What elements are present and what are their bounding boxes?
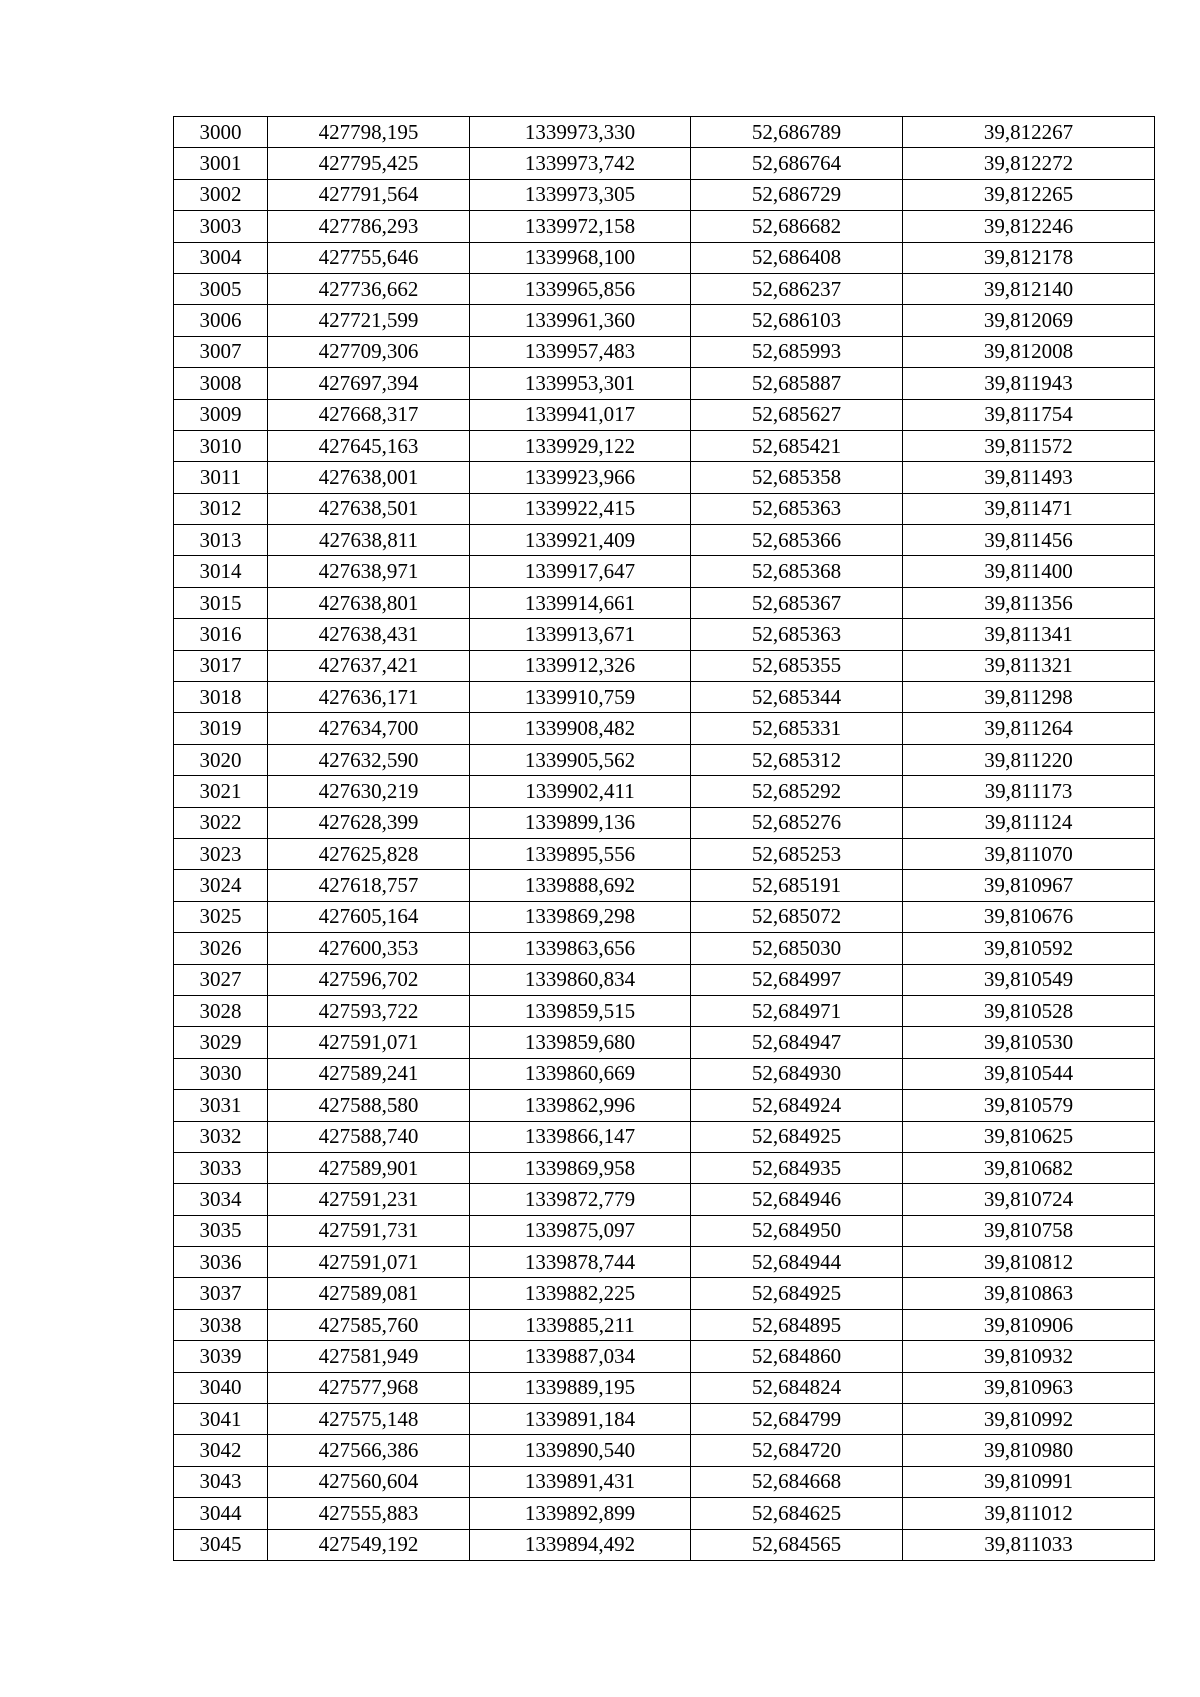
latitude-cell: 52,686103 bbox=[691, 305, 903, 336]
longitude-cell: 39,812008 bbox=[903, 336, 1155, 367]
y-coordinate-cell: 1339891,431 bbox=[470, 1466, 691, 1497]
coordinates-table-body bbox=[174, 117, 1155, 1561]
latitude-cell: 52,686682 bbox=[691, 211, 903, 242]
latitude-cell: 52,686764 bbox=[691, 148, 903, 179]
longitude-cell: 39,811321 bbox=[903, 650, 1155, 681]
y-coordinate-cell: 1339929,122 bbox=[470, 430, 691, 461]
table-row bbox=[174, 1372, 1155, 1403]
x-coordinate-cell: 427591,071 bbox=[268, 1247, 470, 1278]
y-coordinate-cell: 1339922,415 bbox=[470, 493, 691, 524]
point-number-cell: 3030 bbox=[174, 1058, 268, 1089]
latitude-cell: 52,684824 bbox=[691, 1372, 903, 1403]
table-row bbox=[174, 619, 1155, 650]
table-row bbox=[174, 1341, 1155, 1372]
x-coordinate-cell: 427636,171 bbox=[268, 682, 470, 713]
longitude-cell: 39,812178 bbox=[903, 242, 1155, 273]
x-coordinate-cell: 427591,071 bbox=[268, 1027, 470, 1058]
table-row bbox=[174, 179, 1155, 210]
point-number-cell: 3019 bbox=[174, 713, 268, 744]
point-number-cell: 3040 bbox=[174, 1372, 268, 1403]
latitude-cell: 52,684625 bbox=[691, 1498, 903, 1529]
latitude-cell: 52,685368 bbox=[691, 556, 903, 587]
point-number-cell: 3021 bbox=[174, 776, 268, 807]
x-coordinate-cell: 427755,646 bbox=[268, 242, 470, 273]
x-coordinate-cell: 427697,394 bbox=[268, 368, 470, 399]
y-coordinate-cell: 1339866,147 bbox=[470, 1121, 691, 1152]
y-coordinate-cell: 1339894,492 bbox=[470, 1529, 691, 1560]
latitude-cell: 52,686729 bbox=[691, 179, 903, 210]
point-number-cell: 3039 bbox=[174, 1341, 268, 1372]
longitude-cell: 39,810812 bbox=[903, 1247, 1155, 1278]
point-number-cell: 3025 bbox=[174, 901, 268, 932]
y-coordinate-cell: 1339891,184 bbox=[470, 1404, 691, 1435]
longitude-cell: 39,811754 bbox=[903, 399, 1155, 430]
x-coordinate-cell: 427589,081 bbox=[268, 1278, 470, 1309]
table-row bbox=[174, 1466, 1155, 1497]
x-coordinate-cell: 427798,195 bbox=[268, 117, 470, 148]
point-number-cell: 3006 bbox=[174, 305, 268, 336]
longitude-cell: 39,811943 bbox=[903, 368, 1155, 399]
y-coordinate-cell: 1339973,330 bbox=[470, 117, 691, 148]
point-number-cell: 3001 bbox=[174, 148, 268, 179]
point-number-cell: 3032 bbox=[174, 1121, 268, 1152]
latitude-cell: 52,684946 bbox=[691, 1184, 903, 1215]
point-number-cell: 3005 bbox=[174, 273, 268, 304]
latitude-cell: 52,685421 bbox=[691, 430, 903, 461]
y-coordinate-cell: 1339908,482 bbox=[470, 713, 691, 744]
longitude-cell: 39,811220 bbox=[903, 744, 1155, 775]
longitude-cell: 39,810592 bbox=[903, 933, 1155, 964]
longitude-cell: 39,810724 bbox=[903, 1184, 1155, 1215]
y-coordinate-cell: 1339892,899 bbox=[470, 1498, 691, 1529]
y-coordinate-cell: 1339972,158 bbox=[470, 211, 691, 242]
latitude-cell: 52,685072 bbox=[691, 901, 903, 932]
longitude-cell: 39,812267 bbox=[903, 117, 1155, 148]
table-row bbox=[174, 1215, 1155, 1246]
table-row bbox=[174, 462, 1155, 493]
longitude-cell: 39,810906 bbox=[903, 1309, 1155, 1340]
x-coordinate-cell: 427625,828 bbox=[268, 838, 470, 869]
latitude-cell: 52,684930 bbox=[691, 1058, 903, 1089]
x-coordinate-cell: 427618,757 bbox=[268, 870, 470, 901]
table-row bbox=[174, 587, 1155, 618]
x-coordinate-cell: 427634,700 bbox=[268, 713, 470, 744]
table-row bbox=[174, 368, 1155, 399]
table-row bbox=[174, 744, 1155, 775]
longitude-cell: 39,811356 bbox=[903, 587, 1155, 618]
y-coordinate-cell: 1339902,411 bbox=[470, 776, 691, 807]
longitude-cell: 39,811493 bbox=[903, 462, 1155, 493]
table-row bbox=[174, 336, 1155, 367]
table-row bbox=[174, 556, 1155, 587]
longitude-cell: 39,810544 bbox=[903, 1058, 1155, 1089]
table-row bbox=[174, 1404, 1155, 1435]
latitude-cell: 52,685363 bbox=[691, 619, 903, 650]
point-number-cell: 3027 bbox=[174, 964, 268, 995]
point-number-cell: 3009 bbox=[174, 399, 268, 430]
longitude-cell: 39,810625 bbox=[903, 1121, 1155, 1152]
longitude-cell: 39,812069 bbox=[903, 305, 1155, 336]
longitude-cell: 39,812272 bbox=[903, 148, 1155, 179]
x-coordinate-cell: 427555,883 bbox=[268, 1498, 470, 1529]
y-coordinate-cell: 1339889,195 bbox=[470, 1372, 691, 1403]
longitude-cell: 39,810676 bbox=[903, 901, 1155, 932]
point-number-cell: 3036 bbox=[174, 1247, 268, 1278]
point-number-cell: 3022 bbox=[174, 807, 268, 838]
latitude-cell: 52,684924 bbox=[691, 1090, 903, 1121]
longitude-cell: 39,812265 bbox=[903, 179, 1155, 210]
x-coordinate-cell: 427575,148 bbox=[268, 1404, 470, 1435]
latitude-cell: 52,685191 bbox=[691, 870, 903, 901]
latitude-cell: 52,684950 bbox=[691, 1215, 903, 1246]
point-number-cell: 3042 bbox=[174, 1435, 268, 1466]
table-row bbox=[174, 1309, 1155, 1340]
longitude-cell: 39,811124 bbox=[903, 807, 1155, 838]
longitude-cell: 39,811298 bbox=[903, 682, 1155, 713]
longitude-cell: 39,810528 bbox=[903, 995, 1155, 1026]
table-row bbox=[174, 1121, 1155, 1152]
table-row bbox=[174, 1498, 1155, 1529]
point-number-cell: 3012 bbox=[174, 493, 268, 524]
latitude-cell: 52,684944 bbox=[691, 1247, 903, 1278]
longitude-cell: 39,811173 bbox=[903, 776, 1155, 807]
table-row bbox=[174, 273, 1155, 304]
latitude-cell: 52,685355 bbox=[691, 650, 903, 681]
longitude-cell: 39,811400 bbox=[903, 556, 1155, 587]
y-coordinate-cell: 1339859,515 bbox=[470, 995, 691, 1026]
point-number-cell: 3002 bbox=[174, 179, 268, 210]
y-coordinate-cell: 1339885,211 bbox=[470, 1309, 691, 1340]
latitude-cell: 52,685993 bbox=[691, 336, 903, 367]
x-coordinate-cell: 427566,386 bbox=[268, 1435, 470, 1466]
point-number-cell: 3011 bbox=[174, 462, 268, 493]
latitude-cell: 52,684971 bbox=[691, 995, 903, 1026]
point-number-cell: 3041 bbox=[174, 1404, 268, 1435]
point-number-cell: 3045 bbox=[174, 1529, 268, 1560]
x-coordinate-cell: 427589,241 bbox=[268, 1058, 470, 1089]
point-number-cell: 3018 bbox=[174, 682, 268, 713]
table-row bbox=[174, 117, 1155, 148]
x-coordinate-cell: 427560,604 bbox=[268, 1466, 470, 1497]
y-coordinate-cell: 1339953,301 bbox=[470, 368, 691, 399]
table-row bbox=[174, 1435, 1155, 1466]
y-coordinate-cell: 1339895,556 bbox=[470, 838, 691, 869]
x-coordinate-cell: 427645,163 bbox=[268, 430, 470, 461]
table-row bbox=[174, 399, 1155, 430]
table-row bbox=[174, 901, 1155, 932]
table-row bbox=[174, 242, 1155, 273]
x-coordinate-cell: 427588,580 bbox=[268, 1090, 470, 1121]
latitude-cell: 52,685366 bbox=[691, 525, 903, 556]
latitude-cell: 52,684668 bbox=[691, 1466, 903, 1497]
longitude-cell: 39,810932 bbox=[903, 1341, 1155, 1372]
table-row bbox=[174, 430, 1155, 461]
x-coordinate-cell: 427709,306 bbox=[268, 336, 470, 367]
point-number-cell: 3028 bbox=[174, 995, 268, 1026]
y-coordinate-cell: 1339923,966 bbox=[470, 462, 691, 493]
point-number-cell: 3033 bbox=[174, 1152, 268, 1183]
table-row bbox=[174, 933, 1155, 964]
point-number-cell: 3014 bbox=[174, 556, 268, 587]
latitude-cell: 52,684860 bbox=[691, 1341, 903, 1372]
longitude-cell: 39,811070 bbox=[903, 838, 1155, 869]
point-number-cell: 3008 bbox=[174, 368, 268, 399]
table-row bbox=[174, 964, 1155, 995]
longitude-cell: 39,810863 bbox=[903, 1278, 1155, 1309]
x-coordinate-cell: 427637,421 bbox=[268, 650, 470, 681]
longitude-cell: 39,810967 bbox=[903, 870, 1155, 901]
latitude-cell: 52,684925 bbox=[691, 1278, 903, 1309]
y-coordinate-cell: 1339912,326 bbox=[470, 650, 691, 681]
latitude-cell: 52,685276 bbox=[691, 807, 903, 838]
table-row bbox=[174, 995, 1155, 1026]
latitude-cell: 52,685253 bbox=[691, 838, 903, 869]
longitude-cell: 39,812246 bbox=[903, 211, 1155, 242]
longitude-cell: 39,810682 bbox=[903, 1152, 1155, 1183]
longitude-cell: 39,811012 bbox=[903, 1498, 1155, 1529]
table-row bbox=[174, 493, 1155, 524]
x-coordinate-cell: 427577,968 bbox=[268, 1372, 470, 1403]
table-row bbox=[174, 1184, 1155, 1215]
x-coordinate-cell: 427593,722 bbox=[268, 995, 470, 1026]
longitude-cell: 39,810549 bbox=[903, 964, 1155, 995]
y-coordinate-cell: 1339878,744 bbox=[470, 1247, 691, 1278]
latitude-cell: 52,686789 bbox=[691, 117, 903, 148]
longitude-cell: 39,812140 bbox=[903, 273, 1155, 304]
point-number-cell: 3020 bbox=[174, 744, 268, 775]
latitude-cell: 52,685887 bbox=[691, 368, 903, 399]
table-row bbox=[174, 776, 1155, 807]
y-coordinate-cell: 1339863,656 bbox=[470, 933, 691, 964]
point-number-cell: 3031 bbox=[174, 1090, 268, 1121]
longitude-cell: 39,811456 bbox=[903, 525, 1155, 556]
table-row bbox=[174, 148, 1155, 179]
x-coordinate-cell: 427791,564 bbox=[268, 179, 470, 210]
y-coordinate-cell: 1339941,017 bbox=[470, 399, 691, 430]
x-coordinate-cell: 427549,192 bbox=[268, 1529, 470, 1560]
y-coordinate-cell: 1339968,100 bbox=[470, 242, 691, 273]
point-number-cell: 3016 bbox=[174, 619, 268, 650]
longitude-cell: 39,811033 bbox=[903, 1529, 1155, 1560]
x-coordinate-cell: 427668,317 bbox=[268, 399, 470, 430]
point-number-cell: 3007 bbox=[174, 336, 268, 367]
point-number-cell: 3013 bbox=[174, 525, 268, 556]
point-number-cell: 3010 bbox=[174, 430, 268, 461]
y-coordinate-cell: 1339860,834 bbox=[470, 964, 691, 995]
point-number-cell: 3034 bbox=[174, 1184, 268, 1215]
point-number-cell: 3043 bbox=[174, 1466, 268, 1497]
latitude-cell: 52,685312 bbox=[691, 744, 903, 775]
y-coordinate-cell: 1339973,305 bbox=[470, 179, 691, 210]
table-row bbox=[174, 1529, 1155, 1560]
y-coordinate-cell: 1339869,298 bbox=[470, 901, 691, 932]
x-coordinate-cell: 427596,702 bbox=[268, 964, 470, 995]
table-row bbox=[174, 1027, 1155, 1058]
table-row bbox=[174, 525, 1155, 556]
longitude-cell: 39,811264 bbox=[903, 713, 1155, 744]
table-row bbox=[174, 713, 1155, 744]
x-coordinate-cell: 427600,353 bbox=[268, 933, 470, 964]
longitude-cell: 39,810579 bbox=[903, 1090, 1155, 1121]
longitude-cell: 39,810980 bbox=[903, 1435, 1155, 1466]
x-coordinate-cell: 427638,801 bbox=[268, 587, 470, 618]
latitude-cell: 52,685030 bbox=[691, 933, 903, 964]
longitude-cell: 39,811341 bbox=[903, 619, 1155, 650]
latitude-cell: 52,684799 bbox=[691, 1404, 903, 1435]
x-coordinate-cell: 427721,599 bbox=[268, 305, 470, 336]
point-number-cell: 3037 bbox=[174, 1278, 268, 1309]
latitude-cell: 52,685627 bbox=[691, 399, 903, 430]
latitude-cell: 52,684895 bbox=[691, 1309, 903, 1340]
x-coordinate-cell: 427638,811 bbox=[268, 525, 470, 556]
x-coordinate-cell: 427638,501 bbox=[268, 493, 470, 524]
point-number-cell: 3003 bbox=[174, 211, 268, 242]
y-coordinate-cell: 1339914,661 bbox=[470, 587, 691, 618]
y-coordinate-cell: 1339887,034 bbox=[470, 1341, 691, 1372]
table-row bbox=[174, 1278, 1155, 1309]
x-coordinate-cell: 427605,164 bbox=[268, 901, 470, 932]
latitude-cell: 52,684925 bbox=[691, 1121, 903, 1152]
longitude-cell: 39,811471 bbox=[903, 493, 1155, 524]
longitude-cell: 39,810992 bbox=[903, 1404, 1155, 1435]
y-coordinate-cell: 1339910,759 bbox=[470, 682, 691, 713]
y-coordinate-cell: 1339888,692 bbox=[470, 870, 691, 901]
point-number-cell: 3017 bbox=[174, 650, 268, 681]
y-coordinate-cell: 1339875,097 bbox=[470, 1215, 691, 1246]
longitude-cell: 39,810758 bbox=[903, 1215, 1155, 1246]
y-coordinate-cell: 1339882,225 bbox=[470, 1278, 691, 1309]
x-coordinate-cell: 427638,431 bbox=[268, 619, 470, 650]
table-row bbox=[174, 305, 1155, 336]
latitude-cell: 52,685363 bbox=[691, 493, 903, 524]
point-number-cell: 3000 bbox=[174, 117, 268, 148]
latitude-cell: 52,684947 bbox=[691, 1027, 903, 1058]
latitude-cell: 52,686408 bbox=[691, 242, 903, 273]
table-row bbox=[174, 1090, 1155, 1121]
latitude-cell: 52,685344 bbox=[691, 682, 903, 713]
y-coordinate-cell: 1339965,856 bbox=[470, 273, 691, 304]
y-coordinate-cell: 1339905,562 bbox=[470, 744, 691, 775]
table-row bbox=[174, 870, 1155, 901]
latitude-cell: 52,684565 bbox=[691, 1529, 903, 1560]
longitude-cell: 39,810963 bbox=[903, 1372, 1155, 1403]
longitude-cell: 39,811572 bbox=[903, 430, 1155, 461]
x-coordinate-cell: 427589,901 bbox=[268, 1152, 470, 1183]
x-coordinate-cell: 427585,760 bbox=[268, 1309, 470, 1340]
y-coordinate-cell: 1339961,360 bbox=[470, 305, 691, 336]
coordinates-table bbox=[173, 116, 1155, 1561]
table-row bbox=[174, 1058, 1155, 1089]
y-coordinate-cell: 1339862,996 bbox=[470, 1090, 691, 1121]
point-number-cell: 3024 bbox=[174, 870, 268, 901]
x-coordinate-cell: 427588,740 bbox=[268, 1121, 470, 1152]
latitude-cell: 52,686237 bbox=[691, 273, 903, 304]
y-coordinate-cell: 1339913,671 bbox=[470, 619, 691, 650]
latitude-cell: 52,685292 bbox=[691, 776, 903, 807]
latitude-cell: 52,685331 bbox=[691, 713, 903, 744]
x-coordinate-cell: 427632,590 bbox=[268, 744, 470, 775]
point-number-cell: 3044 bbox=[174, 1498, 268, 1529]
y-coordinate-cell: 1339899,136 bbox=[470, 807, 691, 838]
y-coordinate-cell: 1339869,958 bbox=[470, 1152, 691, 1183]
y-coordinate-cell: 1339917,647 bbox=[470, 556, 691, 587]
y-coordinate-cell: 1339890,540 bbox=[470, 1435, 691, 1466]
longitude-cell: 39,810991 bbox=[903, 1466, 1155, 1497]
y-coordinate-cell: 1339973,742 bbox=[470, 148, 691, 179]
point-number-cell: 3035 bbox=[174, 1215, 268, 1246]
x-coordinate-cell: 427638,001 bbox=[268, 462, 470, 493]
table-row bbox=[174, 1247, 1155, 1278]
x-coordinate-cell: 427630,219 bbox=[268, 776, 470, 807]
x-coordinate-cell: 427591,231 bbox=[268, 1184, 470, 1215]
latitude-cell: 52,684720 bbox=[691, 1435, 903, 1466]
x-coordinate-cell: 427628,399 bbox=[268, 807, 470, 838]
latitude-cell: 52,685358 bbox=[691, 462, 903, 493]
point-number-cell: 3015 bbox=[174, 587, 268, 618]
table-row bbox=[174, 650, 1155, 681]
latitude-cell: 52,684935 bbox=[691, 1152, 903, 1183]
latitude-cell: 52,684997 bbox=[691, 964, 903, 995]
x-coordinate-cell: 427581,949 bbox=[268, 1341, 470, 1372]
x-coordinate-cell: 427736,662 bbox=[268, 273, 470, 304]
y-coordinate-cell: 1339859,680 bbox=[470, 1027, 691, 1058]
longitude-cell: 39,810530 bbox=[903, 1027, 1155, 1058]
table-row bbox=[174, 807, 1155, 838]
point-number-cell: 3004 bbox=[174, 242, 268, 273]
table-row bbox=[174, 682, 1155, 713]
x-coordinate-cell: 427591,731 bbox=[268, 1215, 470, 1246]
latitude-cell: 52,685367 bbox=[691, 587, 903, 618]
y-coordinate-cell: 1339957,483 bbox=[470, 336, 691, 367]
x-coordinate-cell: 427786,293 bbox=[268, 211, 470, 242]
y-coordinate-cell: 1339872,779 bbox=[470, 1184, 691, 1215]
point-number-cell: 3029 bbox=[174, 1027, 268, 1058]
point-number-cell: 3038 bbox=[174, 1309, 268, 1340]
y-coordinate-cell: 1339921,409 bbox=[470, 525, 691, 556]
x-coordinate-cell: 427638,971 bbox=[268, 556, 470, 587]
table-row bbox=[174, 211, 1155, 242]
point-number-cell: 3026 bbox=[174, 933, 268, 964]
point-number-cell: 3023 bbox=[174, 838, 268, 869]
y-coordinate-cell: 1339860,669 bbox=[470, 1058, 691, 1089]
table-row bbox=[174, 1152, 1155, 1183]
table-row bbox=[174, 838, 1155, 869]
x-coordinate-cell: 427795,425 bbox=[268, 148, 470, 179]
